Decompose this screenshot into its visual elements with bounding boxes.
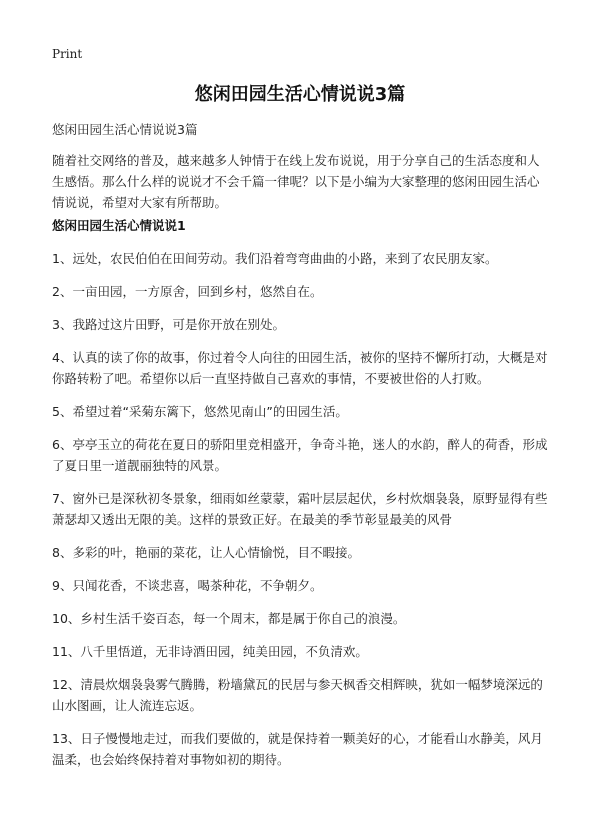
list-item: 3、我路过这片田野，可是你开放在别处。 <box>52 317 285 332</box>
list-item: 10、乡村生活千姿百态，每一个周末，都是属于你自己的浪漫。 <box>52 611 406 626</box>
list-item: 12、清晨炊烟袅袅雾气腾腾，粉墙黛瓦的民居与参天枫香交相辉映，犹如一幅梦境深远的山水图画，让人流连忘返。 <box>52 677 543 713</box>
item-list <box>52 248 548 782</box>
list-item: 4、认真的读了你的故事，你过着令人向往的田园生活，被你的坚持不懈所打动，大概是对你路转粉了吧。希望你以后一直坚持做自己喜欢的事情，不要被世俗的人打败。 <box>52 350 548 386</box>
print-label: Print <box>52 47 83 61</box>
page-title: 悠闲田园生活心情说说3篇 <box>194 84 406 105</box>
section-heading: 悠闲田园生活心情说说1 <box>52 218 186 233</box>
list-item: 13、日子慢慢地走过，而我们要做的，就是保持着一颗美好的心，才能看山水静美，风月温柔，也会始终保持着对事物如初的期待。 <box>52 731 543 767</box>
list-item: 5、希望过着“采菊东篱下，悠然见南山”的田园生活。 <box>52 404 348 419</box>
intro-paragraph: 随着社交网络的普及，越来越多人钟情于在线上发布说说，用于分享自己的生活态度和人生感悟。那么什么样的说说才不会千篇一律呢？以下是小编为大家整理的悠闲田园生活心情说说，希望对大家有所帮助。 <box>52 153 540 210</box>
list-item: 7、窗外已是深秋初冬景象，细雨如丝蒙蒙，霜叶层层起伏，乡村炊烟袅袅，原野显得有些萧瑟却又透出无限的美。这样的景致正好。在最美的季节彰显最美的风骨 <box>52 491 548 527</box>
list-item: 1、远处，农民伯伯在田间劳动。我们沿着弯弯曲曲的小路，来到了农民朋友家。 <box>52 251 498 266</box>
subtitle: 悠闲田园生活心情说说3篇 <box>52 122 198 137</box>
list-item: 11、八千里悟道，无非诗酒田园，纯美田园，不负清欢。 <box>52 644 368 659</box>
list-item: 9、只闻花香，不谈悲喜，喝茶种花，不争朝夕。 <box>52 578 323 593</box>
list-item: 2、一亩田园，一方原舍，回到乡村，悠然自在。 <box>52 284 323 299</box>
list-item: 8、多彩的叶，艳丽的菜花，让人心情愉悦，目不暇接。 <box>52 545 360 560</box>
list-item: 6、亭亭玉立的荷花在夏日的骄阳里竞相盛开，争奇斗艳，迷人的水韵，醉人的荷香，形成了夏日里一道靓丽独特的风景。 <box>52 437 548 473</box>
